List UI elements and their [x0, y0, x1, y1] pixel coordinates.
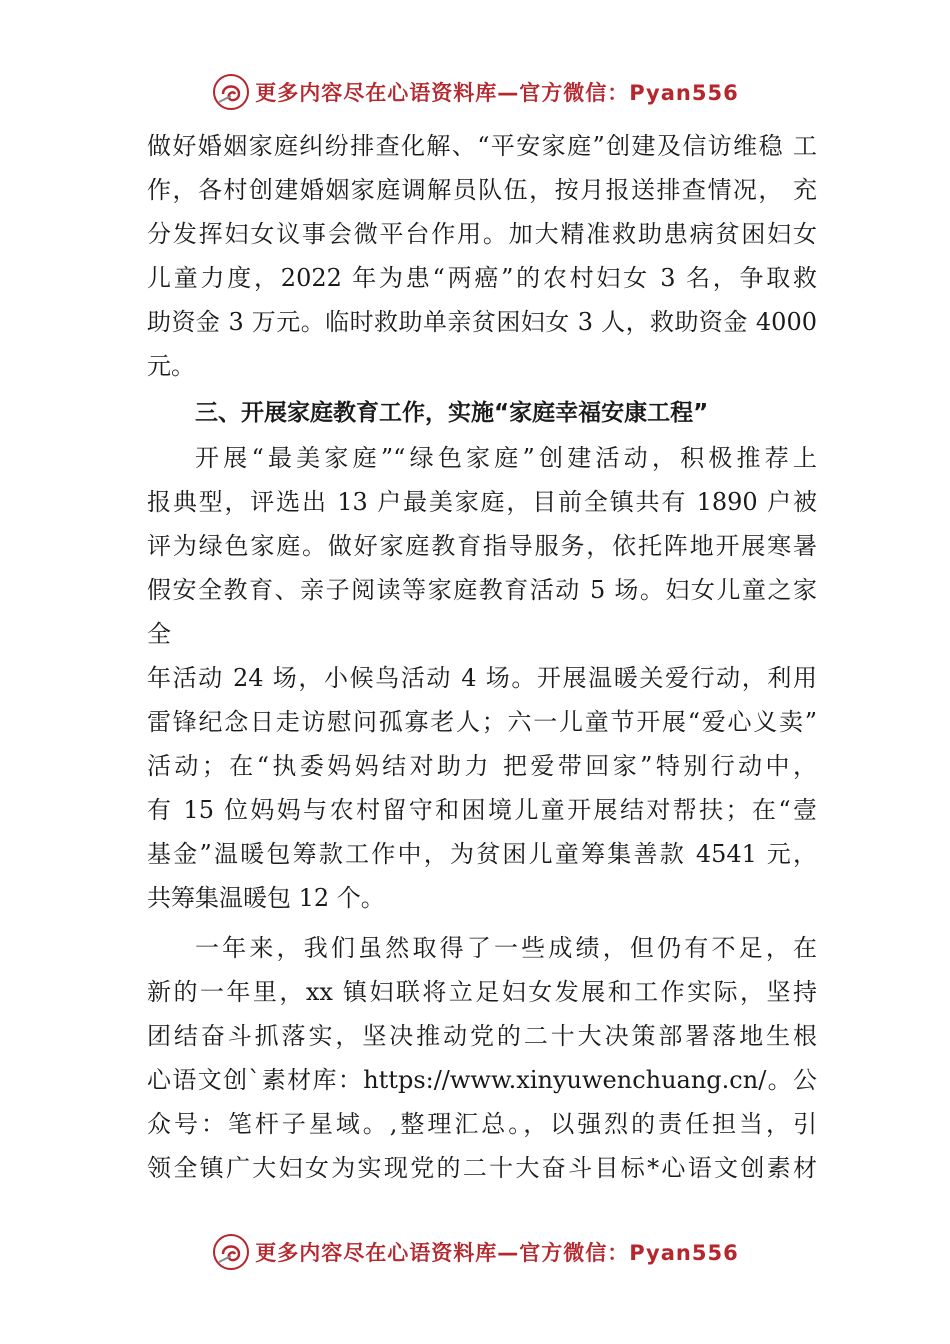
- text-line: 活动；在“执委妈妈结对助力 把爱带回家”特别行动中，: [147, 752, 817, 780]
- rose-logo-icon: [211, 1232, 251, 1272]
- rose-logo-icon: [211, 72, 251, 112]
- paragraph-2: [147, 436, 817, 920]
- text-line: 基金”温暖包筹款工作中，为贫困儿童筹集善款 4541 元，: [147, 840, 817, 868]
- text-line: 一年来，我们虽然取得了一些成绩，但仍有不足，在: [195, 934, 817, 962]
- paragraph-3: [147, 926, 817, 1190]
- section-heading: 三、开展家庭教育工作，实施“家庭幸福安康工程”: [195, 400, 709, 426]
- text-line: 共筹集温暖包 12 个。: [147, 884, 385, 912]
- paragraph-1: [147, 124, 817, 388]
- text-line: 做好婚姻家庭纠纷排查化解、“平安家庭”创建及信访维稳 工: [147, 132, 817, 160]
- text-line: 领全镇广大妇女为实现党的二十大奋斗目标*心语文创素材: [147, 1154, 817, 1182]
- text-line: 全: [147, 620, 171, 648]
- text-line: 新的一年里，xx 镇妇联将立足妇女发展和工作实际，坚持: [147, 978, 817, 1006]
- text-line: 有 15 位妈妈与农村留守和困境儿童开展结对帮扶；在“壹: [147, 796, 817, 824]
- header-banner: [0, 68, 950, 116]
- document-body: [147, 124, 817, 1190]
- text-line: 假安全教育、亲子阅读等家庭教育活动 5 场。妇女儿童之家: [147, 576, 817, 604]
- banner-text: 更多内容尽在心语资料库—官方微信：Pyan556: [255, 81, 739, 105]
- text-line: 雷锋纪念日走访慰问孤寡老人；六一儿童节开展“爱心义卖”: [147, 708, 817, 736]
- text-line: 儿童力度，2022 年为患“两癌”的农村妇女 3 名，争取救: [147, 264, 817, 292]
- text-line: 报典型，评选出 13 户最美家庭，目前全镇共有 1890 户被: [147, 488, 817, 516]
- text-line: 元。: [147, 352, 195, 380]
- text-line: 开展“最美家庭”“绿色家庭”创建活动，积极推荐上: [195, 444, 817, 472]
- text-line: 年活动 24 场，小候鸟活动 4 场。开展温暖关爱行动，利用: [147, 664, 817, 692]
- footer-banner: [0, 1228, 950, 1276]
- text-line: 分发挥妇女议事会微平台作用。加大精准救助患病贫困妇女: [147, 220, 817, 248]
- text-line: 作，各村创建婚姻家庭调解员队伍，按月报送排查情况， 充: [147, 176, 817, 204]
- text-line: 助资金 3 万元。临时救助单亲贫困妇女 3 人，救助资金 4000: [147, 308, 817, 336]
- text-line: 团结奋斗抓落实，坚决推动党的二十大决策部署落地生根: [147, 1022, 817, 1050]
- banner-text: 更多内容尽在心语资料库—官方微信：Pyan556: [255, 1241, 739, 1265]
- text-line: 评为绿色家庭。做好家庭教育指导服务，依托阵地开展寒暑: [147, 532, 817, 560]
- text-line: 心语文创`素材库：https://www.xinyuwenchuang.cn/。公: [147, 1066, 817, 1094]
- text-line: 众号：笔杆子星域。,整理汇总。，以强烈的责任担当，引: [147, 1110, 817, 1138]
